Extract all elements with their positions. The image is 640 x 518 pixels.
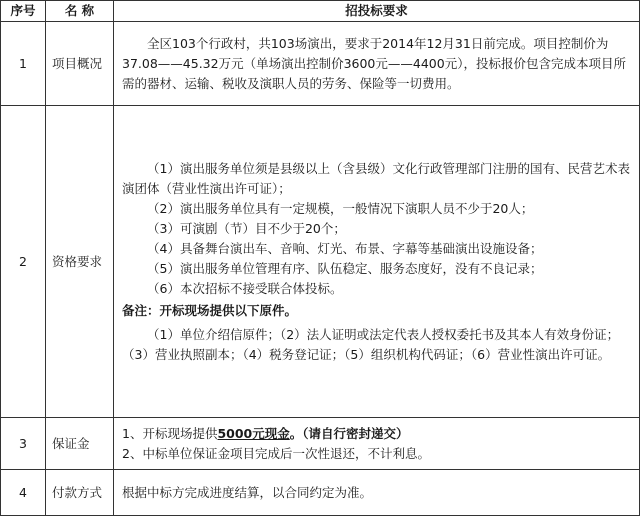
row-requirements: [114, 418, 640, 470]
row-number: 4: [1, 470, 46, 516]
row-requirements: [114, 22, 640, 106]
header-no: 序号: [1, 1, 46, 22]
row-name: 保证金: [46, 418, 114, 470]
row-number: 1: [1, 22, 46, 106]
deposit-amount: 5000元现金: [217, 425, 290, 441]
table-row: [1, 106, 640, 418]
row-name: 资格要求: [46, 106, 114, 418]
deposit-prefix: 1、开标现场提供: [122, 425, 218, 441]
qualification-item: （1）演出服务单位须是县级以上（含县级）文化行政管理部门注册的国有、民营艺术表演团体（营业性演出许可证）；: [122, 160, 630, 196]
deposit-line-2: 2、中标单位保证金项目完成后一次性退还，不计利息。: [122, 445, 430, 461]
qualification-item: （2）演出服务单位具有一定规模，一般情况下演职人员不少于20人；: [147, 200, 534, 216]
deposit-suffix: 。（请自行密封递交）: [289, 425, 409, 441]
qualification-item: （6）本次招标不接受联合体投标。: [147, 280, 343, 296]
table-header-row: [1, 1, 640, 22]
qualification-item: （5）演出服务单位管理有序、队伍稳定、服务态度好，没有不良记录；: [147, 260, 543, 276]
row-number: 3: [1, 418, 46, 470]
deposit-line-1: [122, 424, 631, 444]
table-row: [1, 22, 640, 106]
project-overview-text: 全区103个行政村，共103场演出，要求于2014年12月31日前完成。项目控制价为37.08——45.32万元（单场演出控制价3600元——4400元），投标报价包含完成本项目所需的器材、运输、税收及演职人员的劳务、保险等一切费用。: [122, 35, 626, 91]
row-name: 项目概况: [46, 22, 114, 106]
table-row: [1, 470, 640, 516]
payment-text: 根据中标方完成进度结算，以合同约定为准。: [122, 484, 373, 500]
note-heading: 备注：开标现场提供以下原件。: [122, 302, 298, 318]
row-requirements: [114, 470, 640, 516]
header-requirements: 招投标要求: [114, 1, 640, 22]
header-name: 名 称: [46, 1, 114, 22]
qualification-item: （3）可演剧（节）目不少于20个；: [147, 220, 346, 236]
qualification-item: （4）具备舞台演出车、音响、灯光、布景、字幕等基础演出设施设备；: [147, 240, 543, 256]
row-number: 2: [1, 106, 46, 418]
row-name: 付款方式: [46, 470, 114, 516]
row-requirements: [114, 106, 640, 418]
note-body: （1）单位介绍信原件；（2）法人证明或法定代表人授权委托书及其本人有效身份证；（3）营业执照副本；（4）税务登记证；（5）组织机构代码证；（6）营业性演出许可证。: [122, 326, 620, 362]
table-row: [1, 418, 640, 470]
